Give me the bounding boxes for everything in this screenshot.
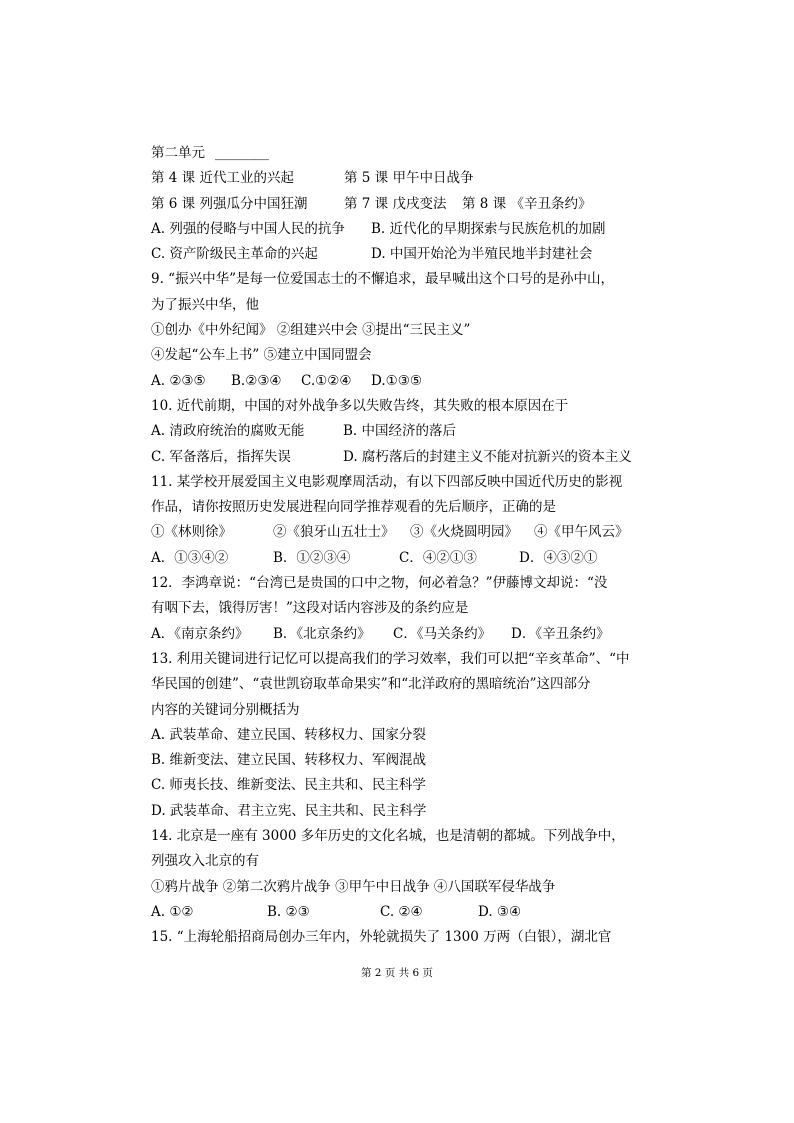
q10-option-b: B. 中国经济的落后 xyxy=(343,423,457,440)
q9-stem-line-1: 9. “振兴中华”是每一位爱国志士的不懈追求，最早喊出这个口号的是孙中山， xyxy=(151,271,614,288)
q9-option-a: A. ②③⑤ xyxy=(151,372,206,389)
q10-options-row-1 xyxy=(151,419,651,444)
q9-options xyxy=(151,369,651,394)
q10-option-c: C. 军备落后，指挥失误 xyxy=(151,448,291,465)
q12-stem-line-1: 12．李鸿章说：“台湾已是贵国的口中之物，何必着急？”伊藤博文却说：“没 xyxy=(151,575,608,592)
q14-stem-line-1: 14. 北京是一座有 3000 多年历史的文化名城，也是清朝的都城。下列战争中， xyxy=(151,828,625,845)
q13-stem-line-2: 华民国的创建”、“袁世凯窃取革命果实”和“北洋政府的黑暗统治”这四部分 xyxy=(151,676,591,693)
q11-option-d: D．④③②① xyxy=(519,549,598,566)
q9-option-c: C.①②④ xyxy=(301,372,352,389)
q9-items-line-2: ④发起“公车上书” ⑤建立中国同盟会 xyxy=(151,347,372,364)
unit-option-b: B. 近代化的早期探索与民族危机的加剧 xyxy=(371,220,606,237)
q10-options-row-2 xyxy=(151,445,651,470)
page-footer: 第 2 页 共 6 页 xyxy=(360,967,434,979)
unit-header xyxy=(151,141,651,166)
lessons-row-2 xyxy=(151,192,651,217)
q11-option-b: B．①②③④ xyxy=(273,549,351,566)
q13-stem-line-3: 内容的关键词分别概括为 xyxy=(151,701,300,718)
q10-stem: 10. 近代前期，中国的对外战争多以失败告终，其失败的根本原因在于 xyxy=(151,397,569,414)
q13-option-b: B. 维新变法、建立民国、转移权力、军阀混战 xyxy=(151,752,427,769)
q13-option-d: D. 武装革命、君主立宪、民主共和、民主科学 xyxy=(151,802,427,819)
lesson-4: 第 4 课 近代工业的兴起 xyxy=(151,170,294,187)
q9-stem-line-2: 为了振兴中华，他 xyxy=(151,296,259,313)
q12-option-a: A．《南京条约》 xyxy=(151,625,249,642)
q9-option-d: D.①③⑤ xyxy=(371,372,422,389)
q10-option-a: A. 清政府统治的腐败无能 xyxy=(151,423,305,440)
q14-option-a: A. ①② xyxy=(151,903,194,920)
q14-option-d: D. ③④ xyxy=(478,903,522,920)
q14-option-b: B. ②③ xyxy=(267,903,310,920)
unit-option-c: C. 资产阶级民主革命的兴起 xyxy=(151,246,318,263)
unit-blank: ________ xyxy=(215,145,269,161)
q12-stem-line-2: 有咽下去，饿得厉害！”这段对话内容涉及的条约应是 xyxy=(151,600,469,617)
q14-options xyxy=(151,900,651,925)
q9-option-b: B.②③④ xyxy=(231,372,282,389)
q11-stem-line-2: 作品，请你按照历史发展进程向同学推荐观看的先后顺序，正确的是 xyxy=(151,499,556,516)
lesson-7: 第 7 课 戊戌变法 xyxy=(344,195,447,212)
unit-options-row-2 xyxy=(151,242,651,267)
q11-options xyxy=(151,546,651,571)
q12-options xyxy=(151,622,651,647)
lesson-5: 第 5 课 甲午中日战争 xyxy=(344,170,474,187)
q11-film-4: ④《甲午风云》 xyxy=(534,524,629,541)
q13-option-a: A. 武装革命、建立民国、转移权力、国家分裂 xyxy=(151,726,426,743)
q11-stem-line-1: 11. 某学校开展爱国主义电影观摩周活动，有以下四部反映中国近代历史的影视 xyxy=(151,473,623,490)
q15-stem-line-1: 15. “上海轮船招商局创办三年内，外轮就损失了 1300 万两（白银），湖北官 xyxy=(151,929,612,946)
lesson-6: 第 6 课 列强瓜分中国狂潮 xyxy=(151,195,308,212)
page-content xyxy=(151,141,651,951)
q14-items: ①鸦片战争 ②第二次鸦片战争 ③甲午中日战争 ④八国联军侵华战争 xyxy=(151,878,556,895)
lesson-8: 第 8 课 《辛丑条约》 xyxy=(462,195,592,212)
q13-stem-line-1: 13. 利用关键词进行记忆可以提高我们的学习效率，我们可以把“辛亥革命”、“中 xyxy=(151,650,630,667)
q11-film-3: ③《火烧圆明园》 xyxy=(410,524,518,541)
q9-items-line-1: ①创办《中外纪闻》 ②组建兴中会 ③提出“三民主义” xyxy=(151,322,471,339)
q14-option-c: C. ②④ xyxy=(380,903,423,920)
unit-title: 第二单元 xyxy=(151,145,205,161)
q12-option-d: D．《辛丑条约》 xyxy=(511,625,610,642)
q11-film-1: ①《林则徐》 xyxy=(151,524,232,541)
q11-films xyxy=(151,520,651,545)
unit-option-d: D. 中国开始沦为半殖民地半封建社会 xyxy=(371,246,593,263)
q11-option-a: A．①③④② xyxy=(151,549,229,566)
q12-option-c: C．《马关条约》 xyxy=(393,625,492,642)
q10-option-d: D. 腐朽落后的封建主义不能对抗新兴的资本主义 xyxy=(343,448,632,465)
unit-option-a: A. 列强的侵略与中国人民的抗争 xyxy=(151,220,345,237)
q13-option-c: C. 师夷长技、维新变法、民主共和、民主科学 xyxy=(151,777,426,794)
q14-stem-line-2: 列强攻入北京的有 xyxy=(151,853,259,870)
q12-option-b: B．《北京条约》 xyxy=(273,625,371,642)
q11-film-2: ②《狼牙山五壮士》 xyxy=(273,524,395,541)
q11-option-c: C．④②①③ xyxy=(399,549,477,566)
unit-options-row-1 xyxy=(151,217,651,242)
lessons-row-1 xyxy=(151,166,651,191)
